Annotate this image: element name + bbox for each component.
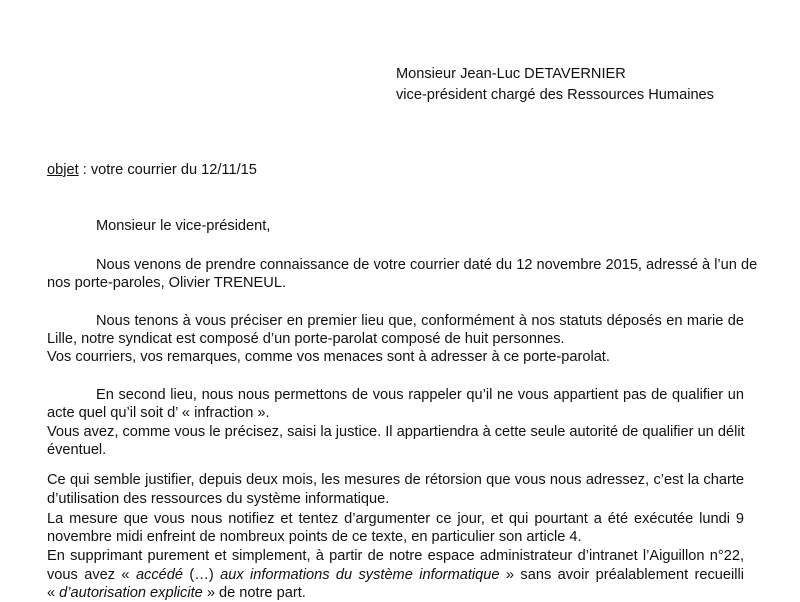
recipient-name: Monsieur Jean-Luc DETAVERNIER [396, 66, 626, 82]
line-6-part-a: vous avez « [47, 567, 136, 583]
subject-line [47, 161, 257, 179]
paragraph-4-line-1: Ce qui semble justifier, depuis deux mois, les mesures de rétorsion que vous nous adressez, c’est la charte [47, 472, 744, 488]
quote-informations: aux informations du système informatique [220, 567, 500, 583]
quote-accede: accédé [135, 567, 183, 583]
paragraph-2-line-2: Lille, notre syndicat est composé d’un porte-parolat composé de huit personnes. [47, 331, 565, 347]
paragraph-4-line-3: La mesure que vous nous notifiez et tentez d’argumenter ce jour, et qui pourtant a été exécutée lundi 9 [47, 511, 744, 527]
salutation: Monsieur le vice-président, [96, 218, 271, 234]
subject-text: votre courrier du 12/11/15 [90, 162, 257, 178]
paragraph-2-line-3: Vos courriers, vos remarques, comme vos menaces sont à adresser à ce porte-parolat. [47, 349, 610, 365]
paragraph-4-line-4: novembre midi enfreint de nombreux points de ce texte, en particulier son article 4. [47, 529, 582, 545]
paragraph-2-line-1: Nous tenons à vous préciser en premier lieu que, conformément à nos statuts déposés en marie de [96, 313, 744, 329]
quote-autorisation: d’autorisation explicite [59, 585, 203, 601]
paragraph-4-line-6 [47, 566, 744, 584]
paragraph-4-line-7 [47, 584, 306, 602]
recipient-title: vice-président chargé des Ressources Humaines [396, 87, 714, 103]
line-6-part-c: (…) [183, 567, 221, 583]
subject-label: objet [47, 162, 79, 178]
paragraph-1-line-2: nos porte-paroles, Olivier TRENEUL. [47, 275, 286, 291]
paragraph-4-line-2: d’utilisation des ressources du système informatique. [47, 491, 390, 507]
paragraph-3-line-4: éventuel. [47, 442, 107, 458]
paragraph-4-line-5: En supprimant purement et simplement, à partir de notre espace administrateur d’intranet l’Aiguillon n°22, [47, 548, 744, 564]
subject-separator: : [78, 162, 91, 178]
paragraph-3-line-1: En second lieu, nous nous permettons de vous rappeler qu’il ne vous appartient pas de qualifier un [96, 387, 744, 403]
line-6-part-e: » sans avoir préalablement recueilli [499, 567, 744, 583]
line-7-part-c: » de notre part. [202, 585, 306, 601]
line-7-part-a: « [47, 585, 60, 601]
paragraph-3-line-2: acte quel qu’il soit d’ « infraction ». [47, 405, 270, 421]
paragraph-1-line-1: Nous venons de prendre connaissance de votre courrier daté du 12 novembre 2015, adressé à l’un de [96, 257, 758, 273]
paragraph-3-line-3: Vous avez, comme vous le précisez, saisi la justice. Il appartiendra à cette seule autorité de qualifier un délit [47, 424, 745, 440]
